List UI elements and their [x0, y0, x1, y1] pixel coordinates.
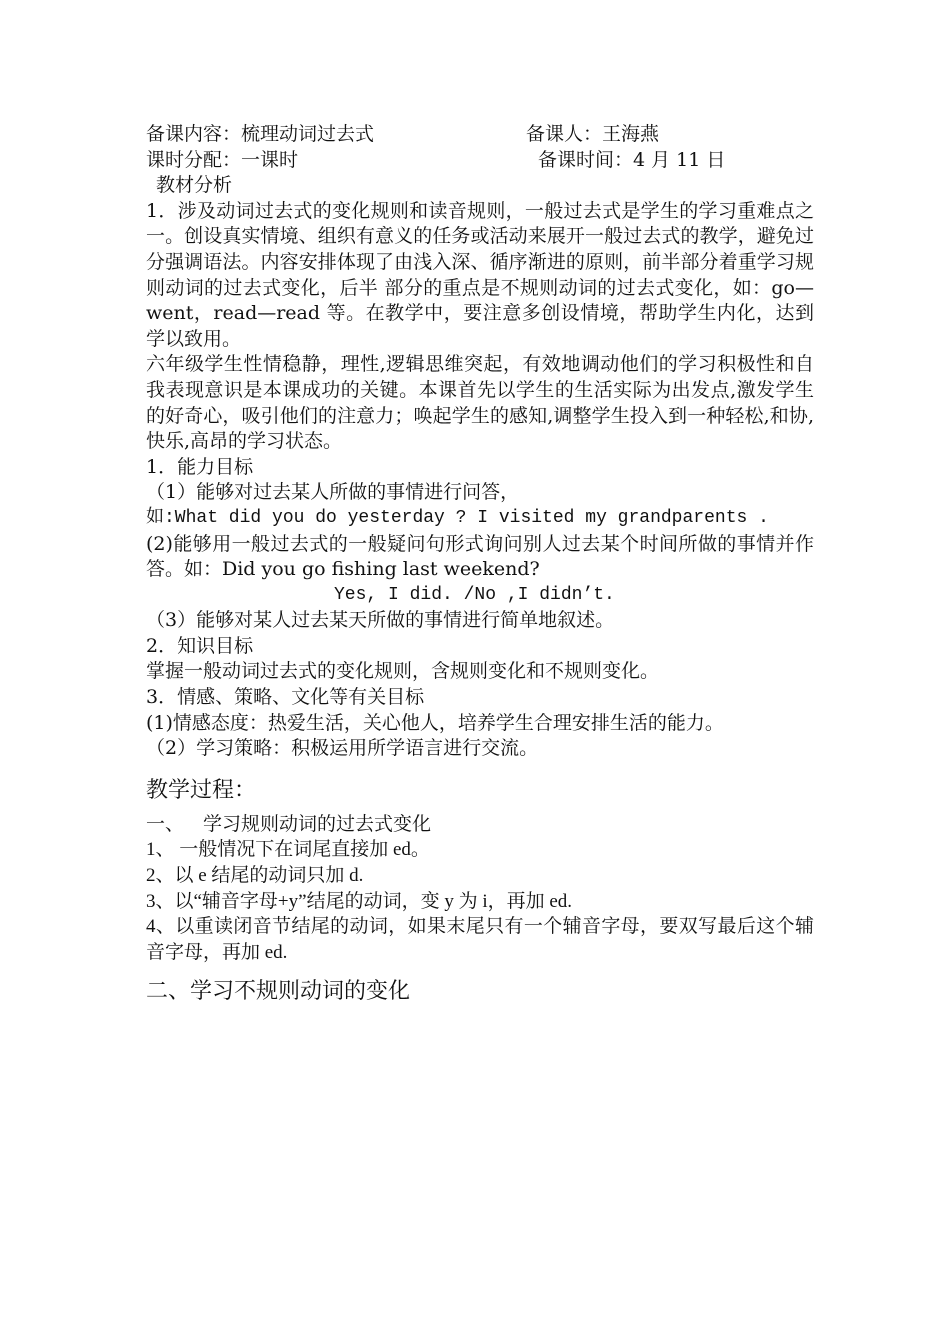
header-row-2 — [146, 148, 814, 174]
emotion-goal-1: (1)情感态度：热爱生活，关心他人，培养学生合理安排生活的能力。 — [146, 711, 724, 734]
analysis-paragraph-2: 六年级学生性情稳静，理性,逻辑思维突起，有效地调动他们的学习积极性和自我表现意识是本课成功的关键。本课首先以学生的生活实际为出发点,激发学生的好奇心，吸引他们的注意力；唤起学生的感知,调整学生投入到一种轻松,和协,快乐,高昂的学习状态。 — [146, 353, 814, 453]
period-label: 课时分配：一课时 — [146, 148, 299, 171]
ability-goal-1-example: 如:What did you do yesterday ? I visited my grandparents . — [146, 507, 769, 528]
rule-1: 1、 一般情况下在词尾直接加 ed。 — [146, 839, 430, 861]
knowledge-goal-text: 掌握一般动词过去式的变化规则，含规则变化和不规则变化。 — [146, 660, 660, 683]
part1-heading: 一、 学习规则动词的过去式变化 — [146, 813, 432, 835]
analysis-heading: 教材分析 — [156, 174, 233, 197]
ability-goal-2: (2)能够用一般过去式的一般疑问句形式询问别人过去某个时间所做的事情并作答。如：Did you go fishing last weekend? — [146, 532, 814, 581]
ability-goal-2-reply: Yes, I did. /No ,I didn’t. — [334, 584, 615, 605]
ability-goal-heading: 1．能力目标 — [146, 455, 254, 478]
ability-goal-1: （1）能够对过去某人所做的事情进行问答， — [146, 481, 520, 504]
lesson-plan-document — [146, 122, 814, 1007]
ability-goal-3: （3）能够对某人过去某天所做的事情进行简单地叙述。 — [146, 609, 615, 632]
process-heading: 教学过程： — [146, 777, 257, 803]
analysis-paragraph-1: 1．涉及动词过去式的变化规则和读音规则，一般过去式是学生的学习重难点之一。创设真实情境、组织有意义的任务或活动来展开一般过去式的教学，避免过分强调语法。内容安排体现了由浅入深、循序渐进的原则，前半部分着重学习规则动词的过去式变化，后半 部分的重点是不规则动词的过去式变化，如：go—went，read—read 等。在教学中，要注意多创设情境，帮助学生内化，达到学以致用。 — [146, 199, 814, 350]
preparer-label: 备课人：王海燕 — [526, 123, 660, 145]
part2-heading: 二、学习不规则动词的变化 — [146, 979, 411, 1005]
content-label: 备课内容：梳理动词过去式 — [146, 123, 375, 145]
emotion-goal-2: （2）学习策略：积极运用所学语言进行交流。 — [146, 737, 539, 760]
rule-4: 4、以重读闭音节结尾的动词，如果末尾只有一个辅音字母，要双写最后这个辅音字母，再加 ed. — [146, 916, 814, 963]
emotion-goal-heading: 3．情感、策略、文化等有关目标 — [146, 686, 425, 709]
rule-2: 2、以 e 结尾的动词只加 d. — [146, 865, 364, 887]
time-label: 备课时间：4 月 11 日 — [538, 148, 726, 171]
rule-3: 3、以“辅音字母+y”结尾的动词，变 y 为 i，再加 ed. — [146, 890, 573, 912]
header-row-1 — [146, 122, 814, 148]
knowledge-goal-heading: 2．知识目标 — [146, 634, 254, 657]
